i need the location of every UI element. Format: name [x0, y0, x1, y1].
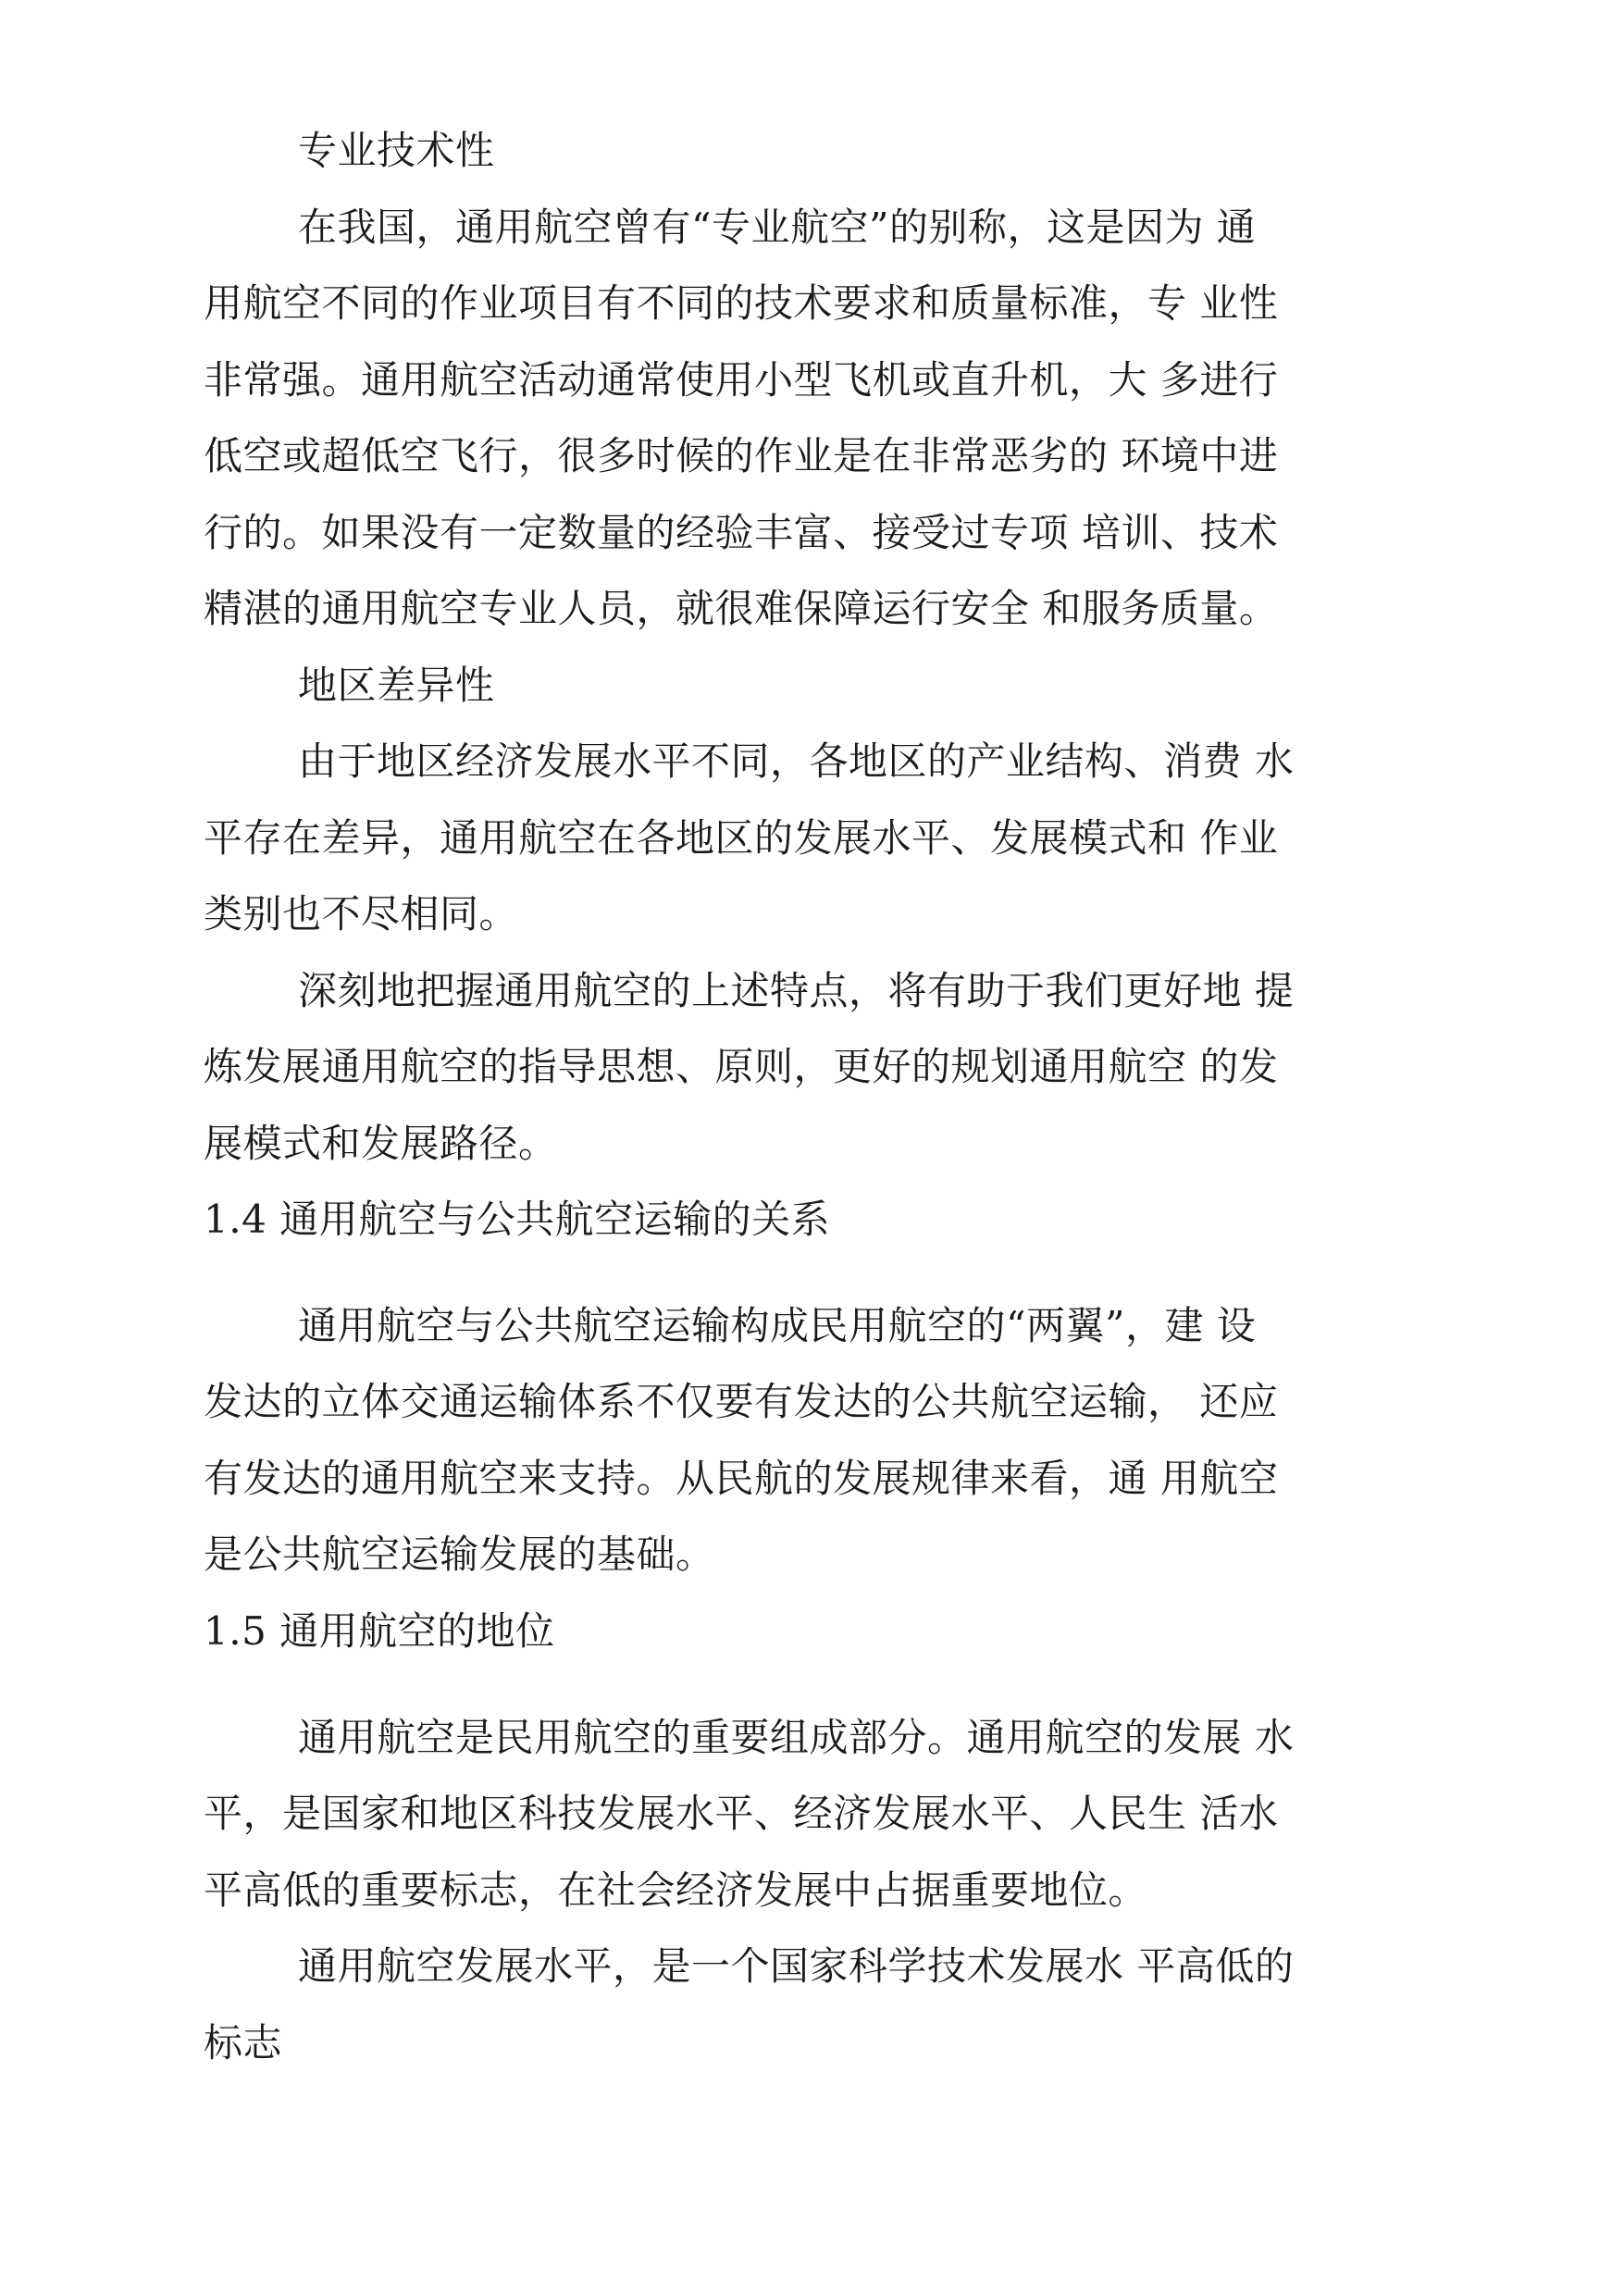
- paragraph-line: 类别也不尽相同。: [204, 891, 519, 937]
- paragraph-line: 炼发展通用航空的指导思想、原则，更好的规划通用航空 的发: [204, 1044, 1279, 1089]
- paragraph-line: 低空或超低空飞行，很多时候的作业是在非常恶劣的 环境中进: [204, 433, 1279, 478]
- paragraph-line: 精湛的通用航空专业人员，就很难保障运行安全 和服务质量。: [204, 586, 1279, 631]
- paragraph-line: 平存在差异，通用航空在各地区的发展水平、发展模式和 作业: [204, 815, 1279, 861]
- paragraph-line: 通用航空是民用航空的重要组成部分。通用航空的发展 水: [298, 1715, 1295, 1760]
- paragraph-line: 展模式和发展路径。: [204, 1121, 558, 1166]
- section-heading-1-5: 1.5 通用航空的地位: [204, 1608, 555, 1654]
- paragraph-line: 是公共航空运输发展的基础。: [204, 1532, 715, 1577]
- paragraph-line: 发达的立体交通运输体系不仅要有发达的公共航空运输， 还应: [204, 1379, 1279, 1424]
- paragraph-line: 标志: [204, 2020, 283, 2066]
- section-heading-1-4: 1.4 通用航空与公共航空运输的关系: [204, 1197, 831, 1242]
- paragraph-line: 非常强。通用航空活动通常使用小型飞机或直升机，大 多进行: [204, 357, 1279, 403]
- paragraph-line: 通用航空与公共航空运输构成民用航空的“两翼”，建 设: [298, 1303, 1257, 1348]
- paragraph-line: 平，是国家和地区科技发展水平、经济发展水平、人民生 活水: [204, 1791, 1279, 1836]
- paragraph-line: 通用航空发展水平，是一个国家科学技术发展水 平高低的: [298, 1943, 1295, 1989]
- paragraph-line: 在我国，通用航空曾有“专业航空”的别称，这是因为 通: [298, 205, 1257, 250]
- paragraph-line: 用航空不同的作业项目有不同的技术要求和质量标准，专 业性: [204, 280, 1279, 326]
- subheading-professional-technical: 专业技术性: [298, 128, 495, 173]
- paragraph-line: 行的。如果没有一定数量的经验丰富、接受过专项 培训、技术: [204, 510, 1279, 555]
- paragraph-line: 深刻地把握通用航空的上述特点，将有助于我们更好地 提: [298, 968, 1295, 1013]
- paragraph-line: 由于地区经济发展水平不同，各地区的产业结构、消费 水: [298, 738, 1295, 784]
- paragraph-line: 有发达的通用航空来支持。从民航的发展规律来看，通 用航空: [204, 1456, 1279, 1501]
- subheading-regional-difference: 地区差异性: [298, 663, 495, 708]
- paragraph-line: 平高低的重要标志，在社会经济发展中占据重要地位。: [204, 1867, 1148, 1913]
